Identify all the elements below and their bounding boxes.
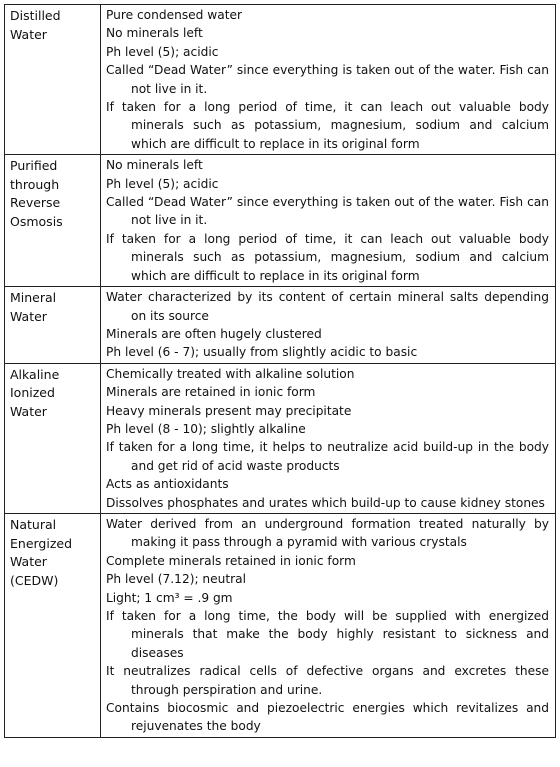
property-list xyxy=(106,6,549,153)
table-row xyxy=(5,155,556,287)
water-type-cell xyxy=(5,513,101,737)
property-list xyxy=(106,365,549,512)
list-item: Water derived from an underground formation treated naturally by making it pass through a pyramid with various crystals xyxy=(106,516,549,550)
water-type-line: Energized xyxy=(10,535,73,551)
list-item: Heavy minerals present may precipitate xyxy=(106,403,352,418)
list-item: Complete minerals retained in ionic form xyxy=(106,553,356,568)
list-item: Acts as antioxidants xyxy=(106,477,229,492)
table-row xyxy=(5,5,556,155)
water-types-table-body xyxy=(5,5,556,738)
list-item: Ph level (8 - 10); slightly alkaline xyxy=(106,421,306,436)
description-cell xyxy=(101,5,556,155)
list-item: Ph level (7.12); neutral xyxy=(106,572,247,587)
water-type-line: Natural xyxy=(10,516,57,532)
list-item: If taken for a long period of time, it can leach out valuable body minerals such as potassium, magnesium, sodium and calcium which are difficult to replace in its original form xyxy=(106,100,549,151)
water-type-line: Ionized xyxy=(10,385,55,401)
list-item: Ph level (5); acidic xyxy=(106,176,219,191)
water-type-line: Water xyxy=(10,554,47,570)
list-item: If taken for a long period of time, it can leach out valuable body minerals such as potassium, magnesium, sodium and calcium which are difficult to replace in its original form xyxy=(106,231,549,283)
description-cell xyxy=(101,287,556,364)
table-row xyxy=(5,513,556,737)
table-row xyxy=(5,287,556,364)
list-item: Ph level (6 - 7); usually from slightly acidic to basic xyxy=(106,345,418,360)
list-item: If taken for a long time, the body will be supplied with energized minerals that make the body highly resistant to sickness and diseases xyxy=(106,609,549,660)
property-list xyxy=(106,515,549,736)
list-item: Light; 1 cm³ = .9 gm xyxy=(106,590,233,605)
list-item: Ph level (5); acidic xyxy=(106,44,219,59)
property-list xyxy=(106,288,549,362)
property-list xyxy=(106,156,549,285)
list-item: No minerals left xyxy=(106,158,203,173)
list-item: Minerals are retained in ionic form xyxy=(106,385,316,400)
water-type-line: Purified xyxy=(10,158,58,174)
water-type-cell xyxy=(5,5,101,155)
water-type-line: Osmosis xyxy=(10,214,63,230)
water-type-cell xyxy=(5,155,101,287)
description-cell xyxy=(101,363,556,513)
list-item: Contains biocosmic and piezoelectric energies which revitalizes and rejuvenates the body xyxy=(106,701,549,734)
water-type-line: Water xyxy=(10,26,47,42)
water-type-line: Water xyxy=(10,308,47,324)
list-item: Chemically treated with alkaline solution xyxy=(106,366,355,381)
list-item: Minerals are often hugely clustered xyxy=(106,326,322,341)
list-item: Called “Dead Water” since everything is taken out of the water. Fish can not live in it. xyxy=(106,195,549,228)
list-item: Water characterized by its content of certain mineral salts depending on its source xyxy=(106,290,549,323)
description-cell xyxy=(101,155,556,287)
description-cell xyxy=(101,513,556,737)
list-item: No minerals left xyxy=(106,26,203,41)
table-row xyxy=(5,363,556,513)
water-types-table xyxy=(4,4,556,738)
list-item: If taken for a long time, it helps to neutralize acid build-up in the body and get rid of acid waste products xyxy=(106,440,549,473)
water-type-line: Reverse xyxy=(10,195,61,211)
water-type-line: (CEDW) xyxy=(10,572,59,588)
water-type-line: Water xyxy=(10,403,47,419)
list-item: Dissolves phosphates and urates which build-up to cause kidney stones xyxy=(106,495,545,510)
list-item: It neutralizes radical cells of defective organs and excretes these through perspiration and urine. xyxy=(106,664,549,697)
water-type-cell xyxy=(5,363,101,513)
list-item: Pure condensed water xyxy=(106,8,242,22)
water-type-line: Distilled xyxy=(10,8,61,23)
water-type-line: Mineral xyxy=(10,290,57,306)
list-item: Called “Dead Water” since everything is taken out of the water. Fish can not live in it. xyxy=(106,63,549,96)
water-type-cell xyxy=(5,287,101,364)
water-type-line: through xyxy=(10,176,60,192)
water-type-line: Alkaline xyxy=(10,366,60,382)
